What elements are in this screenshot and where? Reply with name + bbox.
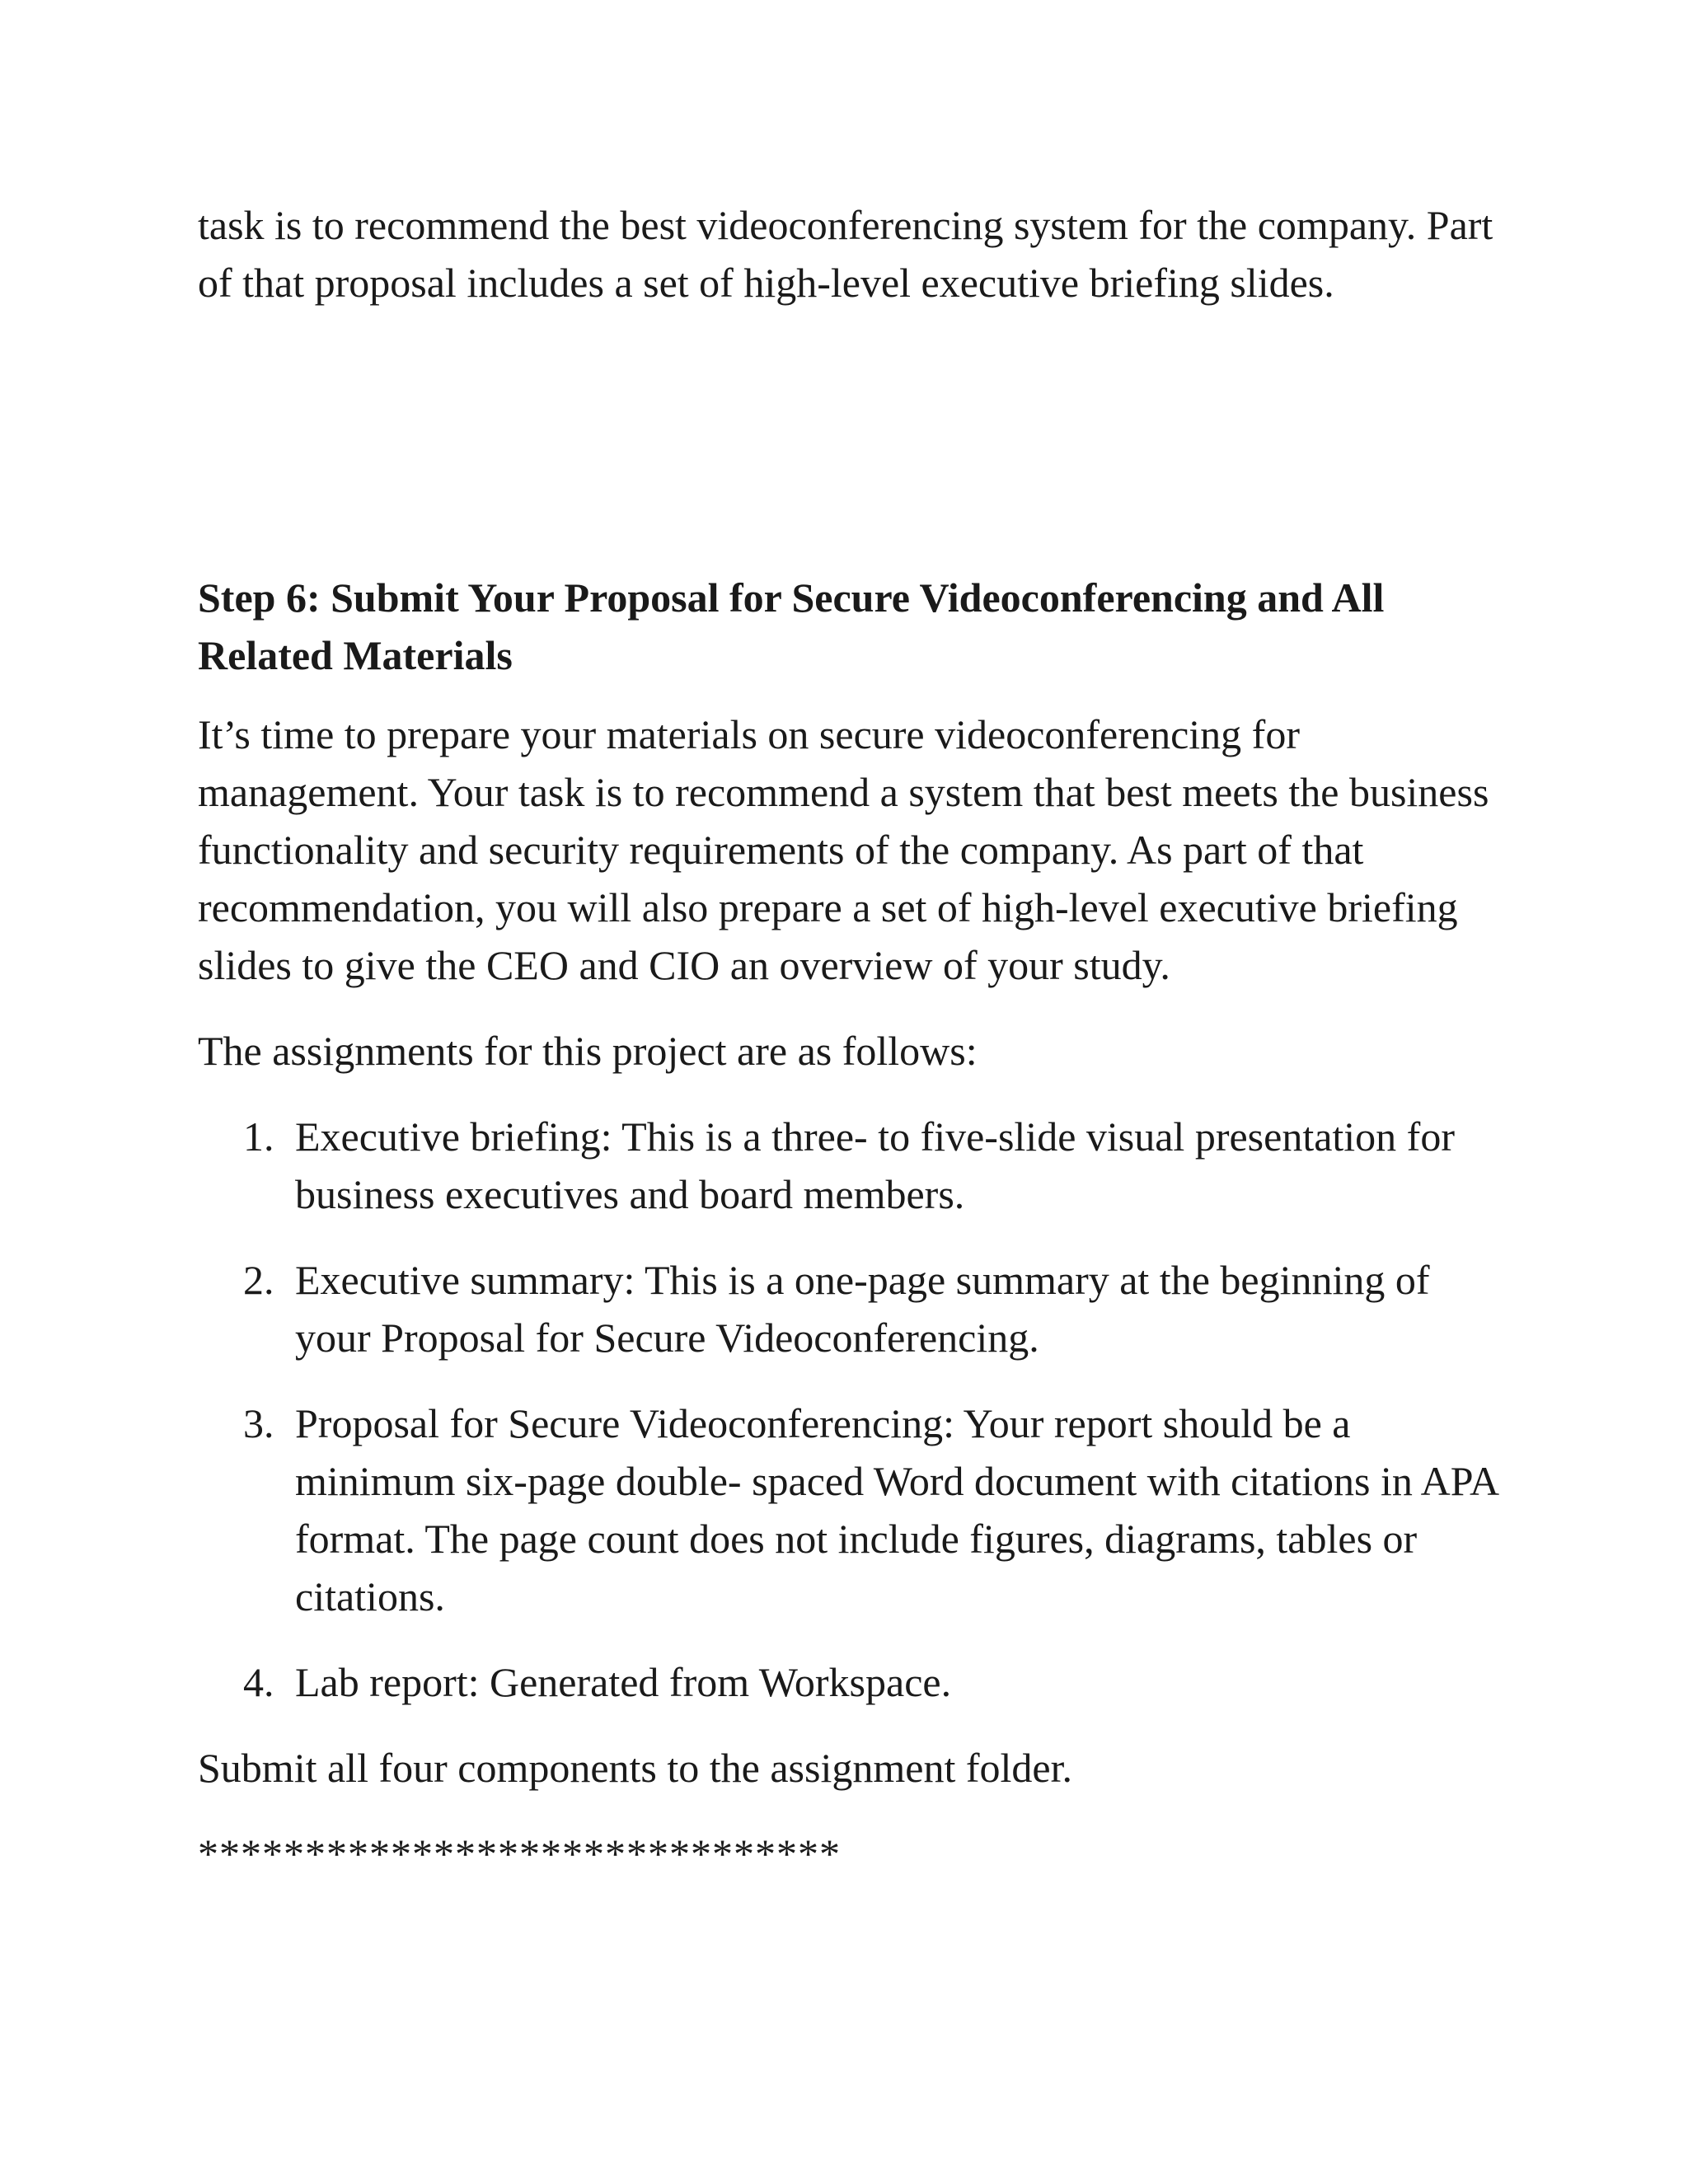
list-item-text: Executive summary: This is a one-page summary at the beginning of your Proposal for Secure Videoconferencing. [295, 1257, 1430, 1361]
body-paragraph: It’s time to prepare your materials on secure videoconferencing for management. Your task is to recommend a system that best meets the business functionality and security requirements of the company. As part of that recommendation, you will also prepare a set of high-level executive briefing slides to give the CEO and CIO an overview of your study. [198, 711, 1489, 988]
list-item-text: Executive briefing: This is a three- to five-slide visual presentation for business executives and board members. [295, 1113, 1455, 1217]
list-item-text: Proposal for Secure Videoconferencing: Your report should be a minimum six-page double- spaced Word document with citations in APA format. The page count does not include figures, diagrams, tables or citations. [295, 1400, 1498, 1619]
list-item-number: 3. [243, 1400, 274, 1446]
intro-paragraph: task is to recommend the best videoconferencing system for the company. Part of that proposal includes a set of high-level executive briefing slides. [198, 202, 1493, 306]
body-block [198, 705, 1500, 1882]
list-item [198, 1251, 1500, 1366]
list-item [198, 1653, 1500, 1711]
list-item [198, 1108, 1500, 1223]
separator-stars: ****************************** [198, 1830, 841, 1877]
list-item-number: 4. [243, 1659, 274, 1705]
list-item-number: 1. [243, 1113, 274, 1160]
assignments-list [198, 1108, 1500, 1711]
step-heading: Step 6: Submit Your Proposal for Secure Videoconferencing and All Related Materials [198, 574, 1385, 678]
assignments-intro: The assignments for this project are as follows: [198, 1028, 978, 1074]
list-item-text: Lab report: Generated from Workspace. [295, 1659, 952, 1705]
submit-instruction: Submit all four components to the assignment folder. [198, 1745, 1072, 1791]
list-item-number: 2. [243, 1257, 274, 1303]
document-page [198, 196, 1500, 1877]
list-item [198, 1394, 1500, 1625]
